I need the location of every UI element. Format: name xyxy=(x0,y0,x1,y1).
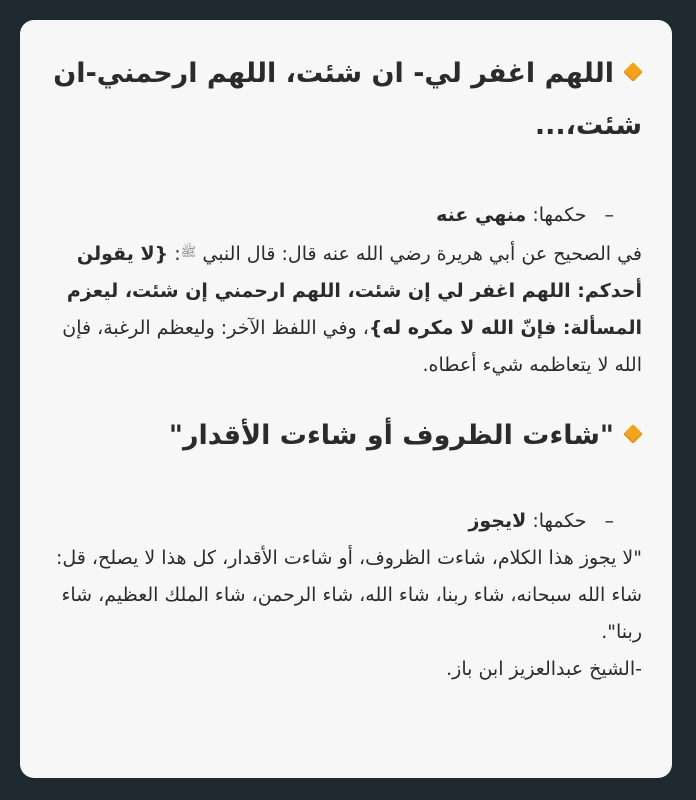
section-2-quote: "لا يجوز هذا الكلام، شاءت الظروف، أو شاءت الأقدار، كل هذا لا يصلح، قل: شاء الله سبحانه، شاء ربنا، شاء الله، شاء الرحمن، شاء الملك العظيم، شاء ربنا". xyxy=(56,547,642,643)
section-1-intro: في الصحيح عن أبي هريرة رضي الله عنه قال: قال النبي xyxy=(202,243,642,265)
section-2-ruling-label: حكمها: xyxy=(532,510,587,532)
dash-bullet: – xyxy=(604,510,614,532)
section-1-intro-end: : xyxy=(174,243,181,265)
section-1-title-text: اللهم اغفر لي- ان شئت، اللهم ارحمني-ان شئت،... xyxy=(53,58,642,141)
orange-diamond-icon xyxy=(623,62,643,82)
section-1-body xyxy=(50,234,642,384)
section-1-ruling xyxy=(50,200,642,230)
section-1-hadith: {لا يقولن أحدكم: اللهم اغفر لي إن شئت، اللهم ارحمني إن شئت، ليعزم المسألة: فإنّ الله لا مكره له} xyxy=(66,243,642,339)
section-2-ruling xyxy=(50,506,642,536)
section-2-body xyxy=(50,540,642,688)
section-2-attribution: -الشيخ عبدالعزيز ابن باز. xyxy=(446,658,642,680)
dash-bullet: – xyxy=(604,204,614,226)
content-card xyxy=(20,20,672,778)
section-1-title xyxy=(50,48,642,152)
section-1-ruling-label: حكمها: xyxy=(532,204,587,226)
section-2-title-text: "شاءت الظروف أو شاءت الأقدار" xyxy=(168,420,614,451)
section-1-ruling-value: منهي عنه xyxy=(436,204,527,226)
orange-diamond-icon xyxy=(623,424,643,444)
section-2-ruling-value: لايجوز xyxy=(468,510,527,532)
honorific-glyph: ﷺ xyxy=(180,245,197,260)
section-1-after: ، وفي اللفظ الآخر: وليعظم الرغبة، فإن الله لا يتعاظمه شيء أعطاه. xyxy=(62,317,642,376)
section-2-title xyxy=(50,410,642,462)
